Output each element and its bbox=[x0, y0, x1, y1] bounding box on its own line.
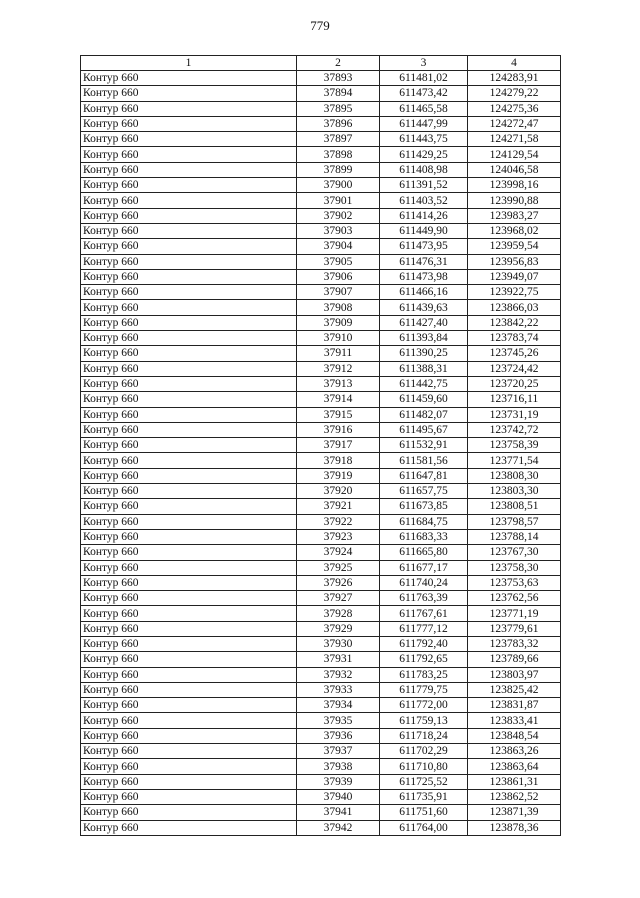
point-number-cell: 37902 bbox=[297, 208, 380, 223]
x-coordinate-cell: 611482,07 bbox=[380, 407, 468, 422]
x-coordinate-cell: 611476,31 bbox=[380, 254, 468, 269]
contour-name-cell: Контур 660 bbox=[81, 392, 297, 407]
x-coordinate-cell: 611388,31 bbox=[380, 361, 468, 376]
point-number-cell: 37929 bbox=[297, 621, 380, 636]
contour-name-cell: Контур 660 bbox=[81, 545, 297, 560]
column-header-2: 2 bbox=[297, 56, 380, 71]
x-coordinate-cell: 611792,65 bbox=[380, 652, 468, 667]
y-coordinate-cell: 123949,07 bbox=[468, 269, 561, 284]
point-number-cell: 37931 bbox=[297, 652, 380, 667]
table-row bbox=[81, 208, 561, 223]
x-coordinate-cell: 611427,40 bbox=[380, 315, 468, 330]
contour-name-cell: Контур 660 bbox=[81, 575, 297, 590]
contour-name-cell: Контур 660 bbox=[81, 315, 297, 330]
x-coordinate-cell: 611403,52 bbox=[380, 193, 468, 208]
x-coordinate-cell: 611735,91 bbox=[380, 789, 468, 804]
contour-name-cell: Контур 660 bbox=[81, 713, 297, 728]
y-coordinate-cell: 123767,30 bbox=[468, 545, 561, 560]
point-number-cell: 37917 bbox=[297, 438, 380, 453]
y-coordinate-cell: 123803,97 bbox=[468, 667, 561, 682]
contour-name-cell: Контур 660 bbox=[81, 728, 297, 743]
table-row bbox=[81, 621, 561, 636]
y-coordinate-cell: 123798,57 bbox=[468, 514, 561, 529]
table-row bbox=[81, 744, 561, 759]
x-coordinate-cell: 611391,52 bbox=[380, 178, 468, 193]
contour-name-cell: Контур 660 bbox=[81, 300, 297, 315]
point-number-cell: 37932 bbox=[297, 667, 380, 682]
contour-name-cell: Контур 660 bbox=[81, 789, 297, 804]
table-row bbox=[81, 147, 561, 162]
y-coordinate-cell: 123803,30 bbox=[468, 484, 561, 499]
x-coordinate-cell: 611677,17 bbox=[380, 560, 468, 575]
contour-name-cell: Контур 660 bbox=[81, 560, 297, 575]
y-coordinate-cell: 123753,63 bbox=[468, 575, 561, 590]
coordinates-table bbox=[80, 55, 561, 836]
contour-name-cell: Контур 660 bbox=[81, 376, 297, 391]
point-number-cell: 37897 bbox=[297, 132, 380, 147]
point-number-cell: 37933 bbox=[297, 682, 380, 697]
point-number-cell: 37941 bbox=[297, 805, 380, 820]
point-number-cell: 37906 bbox=[297, 269, 380, 284]
contour-name-cell: Контур 660 bbox=[81, 820, 297, 835]
contour-name-cell: Контур 660 bbox=[81, 71, 297, 86]
y-coordinate-cell: 123956,83 bbox=[468, 254, 561, 269]
contour-name-cell: Контур 660 bbox=[81, 331, 297, 346]
contour-name-cell: Контур 660 bbox=[81, 805, 297, 820]
table-row bbox=[81, 667, 561, 682]
table-row bbox=[81, 86, 561, 101]
y-coordinate-cell: 123762,56 bbox=[468, 591, 561, 606]
x-coordinate-cell: 611390,25 bbox=[380, 346, 468, 361]
point-number-cell: 37935 bbox=[297, 713, 380, 728]
table-row bbox=[81, 728, 561, 743]
table-row bbox=[81, 346, 561, 361]
x-coordinate-cell: 611447,99 bbox=[380, 116, 468, 131]
x-coordinate-cell: 611408,98 bbox=[380, 162, 468, 177]
y-coordinate-cell: 123783,74 bbox=[468, 331, 561, 346]
y-coordinate-cell: 123998,16 bbox=[468, 178, 561, 193]
table-row bbox=[81, 438, 561, 453]
point-number-cell: 37919 bbox=[297, 468, 380, 483]
contour-name-cell: Контур 660 bbox=[81, 132, 297, 147]
table-row bbox=[81, 407, 561, 422]
table-row bbox=[81, 392, 561, 407]
table-row bbox=[81, 759, 561, 774]
table-row bbox=[81, 499, 561, 514]
x-coordinate-cell: 611702,29 bbox=[380, 744, 468, 759]
y-coordinate-cell: 123724,42 bbox=[468, 361, 561, 376]
table-row bbox=[81, 422, 561, 437]
y-coordinate-cell: 124046,58 bbox=[468, 162, 561, 177]
header-row bbox=[81, 56, 561, 71]
x-coordinate-cell: 611657,75 bbox=[380, 484, 468, 499]
table-row bbox=[81, 376, 561, 391]
x-coordinate-cell: 611684,75 bbox=[380, 514, 468, 529]
y-coordinate-cell: 124283,91 bbox=[468, 71, 561, 86]
y-coordinate-cell: 123922,75 bbox=[468, 285, 561, 300]
point-number-cell: 37915 bbox=[297, 407, 380, 422]
contour-name-cell: Контур 660 bbox=[81, 162, 297, 177]
table-row bbox=[81, 789, 561, 804]
table-row bbox=[81, 606, 561, 621]
column-header-1: 1 bbox=[81, 56, 297, 71]
x-coordinate-cell: 611710,80 bbox=[380, 759, 468, 774]
contour-name-cell: Контур 660 bbox=[81, 285, 297, 300]
x-coordinate-cell: 611414,26 bbox=[380, 208, 468, 223]
point-number-cell: 37901 bbox=[297, 193, 380, 208]
point-number-cell: 37898 bbox=[297, 147, 380, 162]
contour-name-cell: Контур 660 bbox=[81, 116, 297, 131]
y-coordinate-cell: 123783,32 bbox=[468, 636, 561, 651]
x-coordinate-cell: 611740,24 bbox=[380, 575, 468, 590]
point-number-cell: 37900 bbox=[297, 178, 380, 193]
x-coordinate-cell: 611459,60 bbox=[380, 392, 468, 407]
y-coordinate-cell: 123863,26 bbox=[468, 744, 561, 759]
y-coordinate-cell: 123878,36 bbox=[468, 820, 561, 835]
table-row bbox=[81, 101, 561, 116]
point-number-cell: 37922 bbox=[297, 514, 380, 529]
x-coordinate-cell: 611751,60 bbox=[380, 805, 468, 820]
point-number-cell: 37899 bbox=[297, 162, 380, 177]
contour-name-cell: Контур 660 bbox=[81, 346, 297, 361]
y-coordinate-cell: 123745,26 bbox=[468, 346, 561, 361]
point-number-cell: 37938 bbox=[297, 759, 380, 774]
y-coordinate-cell: 124129,54 bbox=[468, 147, 561, 162]
point-number-cell: 37918 bbox=[297, 453, 380, 468]
contour-name-cell: Контур 660 bbox=[81, 254, 297, 269]
contour-name-cell: Контур 660 bbox=[81, 774, 297, 789]
table-row bbox=[81, 315, 561, 330]
x-coordinate-cell: 611783,25 bbox=[380, 667, 468, 682]
table-row bbox=[81, 545, 561, 560]
contour-name-cell: Контур 660 bbox=[81, 484, 297, 499]
table-row bbox=[81, 162, 561, 177]
x-coordinate-cell: 611393,84 bbox=[380, 331, 468, 346]
contour-name-cell: Контур 660 bbox=[81, 101, 297, 116]
table-row bbox=[81, 698, 561, 713]
table-body bbox=[81, 71, 561, 836]
point-number-cell: 37920 bbox=[297, 484, 380, 499]
x-coordinate-cell: 611495,67 bbox=[380, 422, 468, 437]
y-coordinate-cell: 124271,58 bbox=[468, 132, 561, 147]
table-row bbox=[81, 300, 561, 315]
y-coordinate-cell: 123825,42 bbox=[468, 682, 561, 697]
table-row bbox=[81, 269, 561, 284]
contour-name-cell: Контур 660 bbox=[81, 178, 297, 193]
contour-name-cell: Контур 660 bbox=[81, 514, 297, 529]
table-row bbox=[81, 774, 561, 789]
contour-name-cell: Контур 660 bbox=[81, 422, 297, 437]
point-number-cell: 37904 bbox=[297, 239, 380, 254]
contour-name-cell: Контур 660 bbox=[81, 239, 297, 254]
point-number-cell: 37910 bbox=[297, 331, 380, 346]
point-number-cell: 37914 bbox=[297, 392, 380, 407]
table-row bbox=[81, 132, 561, 147]
contour-name-cell: Контур 660 bbox=[81, 606, 297, 621]
y-coordinate-cell: 124275,36 bbox=[468, 101, 561, 116]
table-row bbox=[81, 71, 561, 86]
point-number-cell: 37909 bbox=[297, 315, 380, 330]
y-coordinate-cell: 123716,11 bbox=[468, 392, 561, 407]
point-number-cell: 37930 bbox=[297, 636, 380, 651]
x-coordinate-cell: 611763,39 bbox=[380, 591, 468, 606]
x-coordinate-cell: 611442,75 bbox=[380, 376, 468, 391]
y-coordinate-cell: 124272,47 bbox=[468, 116, 561, 131]
y-coordinate-cell: 123789,66 bbox=[468, 652, 561, 667]
y-coordinate-cell: 123779,61 bbox=[468, 621, 561, 636]
x-coordinate-cell: 611429,25 bbox=[380, 147, 468, 162]
contour-name-cell: Контур 660 bbox=[81, 499, 297, 514]
y-coordinate-cell: 123731,19 bbox=[468, 407, 561, 422]
y-coordinate-cell: 123866,03 bbox=[468, 300, 561, 315]
contour-name-cell: Контур 660 bbox=[81, 667, 297, 682]
point-number-cell: 37895 bbox=[297, 101, 380, 116]
x-coordinate-cell: 611473,98 bbox=[380, 269, 468, 284]
y-coordinate-cell: 123862,52 bbox=[468, 789, 561, 804]
table-row bbox=[81, 484, 561, 499]
table-header bbox=[81, 56, 561, 71]
point-number-cell: 37903 bbox=[297, 223, 380, 238]
table-row bbox=[81, 361, 561, 376]
table-row bbox=[81, 713, 561, 728]
point-number-cell: 37928 bbox=[297, 606, 380, 621]
table-row bbox=[81, 575, 561, 590]
x-coordinate-cell: 611473,42 bbox=[380, 86, 468, 101]
y-coordinate-cell: 123808,51 bbox=[468, 499, 561, 514]
x-coordinate-cell: 611767,61 bbox=[380, 606, 468, 621]
table-row bbox=[81, 468, 561, 483]
y-coordinate-cell: 123871,39 bbox=[468, 805, 561, 820]
y-coordinate-cell: 123808,30 bbox=[468, 468, 561, 483]
x-coordinate-cell: 611647,81 bbox=[380, 468, 468, 483]
table-row bbox=[81, 560, 561, 575]
contour-name-cell: Контур 660 bbox=[81, 468, 297, 483]
x-coordinate-cell: 611439,63 bbox=[380, 300, 468, 315]
point-number-cell: 37926 bbox=[297, 575, 380, 590]
y-coordinate-cell: 123771,54 bbox=[468, 453, 561, 468]
x-coordinate-cell: 611466,16 bbox=[380, 285, 468, 300]
x-coordinate-cell: 611481,02 bbox=[380, 71, 468, 86]
point-number-cell: 37896 bbox=[297, 116, 380, 131]
table-row bbox=[81, 239, 561, 254]
point-number-cell: 37925 bbox=[297, 560, 380, 575]
y-coordinate-cell: 124279,22 bbox=[468, 86, 561, 101]
contour-name-cell: Контур 660 bbox=[81, 698, 297, 713]
x-coordinate-cell: 611777,12 bbox=[380, 621, 468, 636]
x-coordinate-cell: 611473,95 bbox=[380, 239, 468, 254]
y-coordinate-cell: 123990,88 bbox=[468, 193, 561, 208]
point-number-cell: 37908 bbox=[297, 300, 380, 315]
y-coordinate-cell: 123833,41 bbox=[468, 713, 561, 728]
point-number-cell: 37913 bbox=[297, 376, 380, 391]
x-coordinate-cell: 611725,52 bbox=[380, 774, 468, 789]
table-row bbox=[81, 254, 561, 269]
contour-name-cell: Контур 660 bbox=[81, 744, 297, 759]
point-number-cell: 37893 bbox=[297, 71, 380, 86]
point-number-cell: 37905 bbox=[297, 254, 380, 269]
x-coordinate-cell: 611449,90 bbox=[380, 223, 468, 238]
table-row bbox=[81, 805, 561, 820]
page-number: 779 bbox=[310, 18, 330, 33]
table-row bbox=[81, 331, 561, 346]
x-coordinate-cell: 611683,33 bbox=[380, 529, 468, 544]
table-row bbox=[81, 285, 561, 300]
point-number-cell: 37939 bbox=[297, 774, 380, 789]
table-row bbox=[81, 591, 561, 606]
contour-name-cell: Контур 660 bbox=[81, 147, 297, 162]
y-coordinate-cell: 123848,54 bbox=[468, 728, 561, 743]
x-coordinate-cell: 611764,00 bbox=[380, 820, 468, 835]
table-row bbox=[81, 682, 561, 697]
point-number-cell: 37937 bbox=[297, 744, 380, 759]
contour-name-cell: Контур 660 bbox=[81, 269, 297, 284]
y-coordinate-cell: 123863,64 bbox=[468, 759, 561, 774]
table-row bbox=[81, 116, 561, 131]
table-row bbox=[81, 636, 561, 651]
contour-name-cell: Контур 660 bbox=[81, 759, 297, 774]
y-coordinate-cell: 123758,30 bbox=[468, 560, 561, 575]
table-row bbox=[81, 529, 561, 544]
x-coordinate-cell: 611465,58 bbox=[380, 101, 468, 116]
y-coordinate-cell: 123983,27 bbox=[468, 208, 561, 223]
contour-name-cell: Контур 660 bbox=[81, 591, 297, 606]
y-coordinate-cell: 123758,39 bbox=[468, 438, 561, 453]
contour-name-cell: Контур 660 bbox=[81, 361, 297, 376]
table-row bbox=[81, 193, 561, 208]
table-row bbox=[81, 652, 561, 667]
column-header-4: 4 bbox=[468, 56, 561, 71]
x-coordinate-cell: 611673,85 bbox=[380, 499, 468, 514]
point-number-cell: 37927 bbox=[297, 591, 380, 606]
x-coordinate-cell: 611718,24 bbox=[380, 728, 468, 743]
contour-name-cell: Контур 660 bbox=[81, 652, 297, 667]
contour-name-cell: Контур 660 bbox=[81, 407, 297, 422]
contour-name-cell: Контур 660 bbox=[81, 453, 297, 468]
x-coordinate-cell: 611581,56 bbox=[380, 453, 468, 468]
point-number-cell: 37942 bbox=[297, 820, 380, 835]
contour-name-cell: Контур 660 bbox=[81, 529, 297, 544]
y-coordinate-cell: 123831,87 bbox=[468, 698, 561, 713]
table-row bbox=[81, 223, 561, 238]
point-number-cell: 37936 bbox=[297, 728, 380, 743]
contour-name-cell: Контур 660 bbox=[81, 193, 297, 208]
point-number-cell: 37921 bbox=[297, 499, 380, 514]
table-row bbox=[81, 820, 561, 835]
table-row bbox=[81, 178, 561, 193]
y-coordinate-cell: 123788,14 bbox=[468, 529, 561, 544]
y-coordinate-cell: 123861,31 bbox=[468, 774, 561, 789]
y-coordinate-cell: 123842,22 bbox=[468, 315, 561, 330]
y-coordinate-cell: 123968,02 bbox=[468, 223, 561, 238]
point-number-cell: 37911 bbox=[297, 346, 380, 361]
point-number-cell: 37912 bbox=[297, 361, 380, 376]
contour-name-cell: Контур 660 bbox=[81, 636, 297, 651]
contour-name-cell: Контур 660 bbox=[81, 438, 297, 453]
x-coordinate-cell: 611532,91 bbox=[380, 438, 468, 453]
x-coordinate-cell: 611759,13 bbox=[380, 713, 468, 728]
column-header-3: 3 bbox=[380, 56, 468, 71]
x-coordinate-cell: 611665,80 bbox=[380, 545, 468, 560]
point-number-cell: 37916 bbox=[297, 422, 380, 437]
contour-name-cell: Контур 660 bbox=[81, 86, 297, 101]
contour-name-cell: Контур 660 bbox=[81, 621, 297, 636]
point-number-cell: 37940 bbox=[297, 789, 380, 804]
x-coordinate-cell: 611772,00 bbox=[380, 698, 468, 713]
table-row bbox=[81, 453, 561, 468]
point-number-cell: 37894 bbox=[297, 86, 380, 101]
point-number-cell: 37934 bbox=[297, 698, 380, 713]
x-coordinate-cell: 611443,75 bbox=[380, 132, 468, 147]
y-coordinate-cell: 123742,72 bbox=[468, 422, 561, 437]
point-number-cell: 37923 bbox=[297, 529, 380, 544]
contour-name-cell: Контур 660 bbox=[81, 682, 297, 697]
table-row bbox=[81, 514, 561, 529]
x-coordinate-cell: 611779,75 bbox=[380, 682, 468, 697]
point-number-cell: 37907 bbox=[297, 285, 380, 300]
contour-name-cell: Контур 660 bbox=[81, 208, 297, 223]
point-number-cell: 37924 bbox=[297, 545, 380, 560]
contour-name-cell: Контур 660 bbox=[81, 223, 297, 238]
x-coordinate-cell: 611792,40 bbox=[380, 636, 468, 651]
y-coordinate-cell: 123720,25 bbox=[468, 376, 561, 391]
y-coordinate-cell: 123771,19 bbox=[468, 606, 561, 621]
y-coordinate-cell: 123959,54 bbox=[468, 239, 561, 254]
